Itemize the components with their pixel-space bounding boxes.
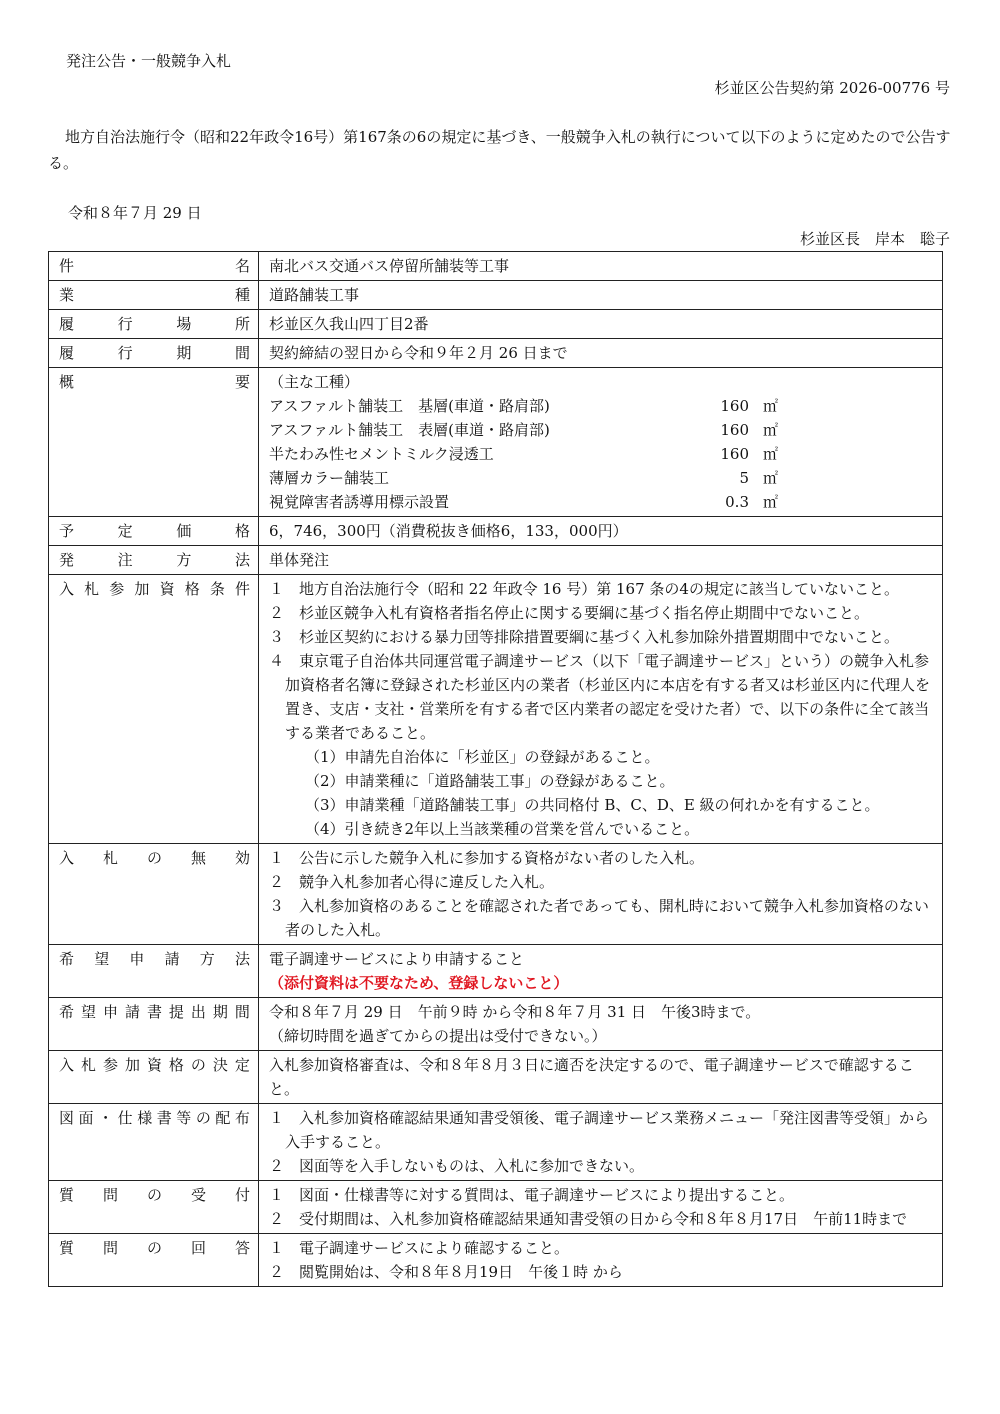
- label-char: 請: [124, 1003, 140, 1021]
- label-char: 発: [59, 551, 75, 569]
- work-unit: ㎡: [763, 397, 779, 415]
- label-char: の: [146, 849, 162, 867]
- work-unit: ㎡: [763, 469, 779, 487]
- period-value: 契約締結の翌日から令和９年２月 26 日まで: [259, 339, 943, 368]
- label-cell: [49, 252, 259, 281]
- list-item: ２ 杉並区競争入札有資格者指名停止に関する要綱に基づく指名停止期間中でないこと。: [269, 604, 870, 622]
- label-char: 問: [102, 1239, 118, 1257]
- label-char: 所: [234, 315, 250, 333]
- row-label: [59, 370, 250, 394]
- label-char: 札: [84, 580, 100, 598]
- label-char: 入: [59, 849, 75, 867]
- label-char: 要: [234, 373, 250, 391]
- label-cell: [49, 517, 259, 546]
- decision-value: 入札参加資格審査は、令和８年８月３日に適否を決定するので、電子調達サービスで確認すること。: [259, 1051, 943, 1104]
- label-char: 効: [234, 849, 250, 867]
- price-value: 6，746，300円（消費税抜き価格6，133，000円）: [259, 517, 943, 546]
- work-name: 半たわみ性セメントミルク浸透工: [269, 445, 494, 463]
- label-char: 予: [59, 522, 75, 540]
- intro-paragraph: 地方自治法施行令（昭和22年政令16号）第167条の6の規定に基づき、一般競争入札の執行について以下のように定めたので公告する。: [48, 128, 951, 172]
- label-char: 注: [117, 551, 133, 569]
- list-item: １ 図面・仕様書等に対する質問は、電子調達サービスにより提出すること。: [269, 1186, 795, 1204]
- label-char: 付: [234, 1186, 250, 1204]
- label-char: 提: [168, 1003, 184, 1021]
- label-char: ・: [98, 1109, 114, 1127]
- label-char: 概: [59, 373, 75, 391]
- work-item: [269, 466, 934, 490]
- label-char: 種: [234, 286, 250, 304]
- list-item: ４ 東京電子自治体共同運営電子調達サービス（以下「電子調達サービス」という）の競争入札参加資格者名簿に登録された杉並区内の業者（杉並区内に本店を有する者又は杉並区内に代理人を置き、支店・支社・営業所を有する者で区内業者の認定を受けた者）で、以下の条件に全て該当する業者であること。: [269, 652, 931, 742]
- label-char: 資: [146, 1056, 162, 1074]
- label-char: 定: [117, 522, 133, 540]
- work-name: アスファルト舗装工 表層(車道・路肩部): [269, 421, 550, 439]
- label-char: 希: [59, 950, 75, 968]
- row-location: [49, 310, 943, 339]
- document-number: 杉並区公告契約第 2026-00776 号: [714, 79, 950, 97]
- label-char: 間: [234, 1003, 250, 1021]
- label-char: 行: [117, 315, 133, 333]
- questions-value: [259, 1181, 943, 1234]
- label-char: 請: [164, 950, 180, 968]
- label-char: 布: [234, 1109, 250, 1127]
- work-quantity: 160: [720, 421, 749, 439]
- project-name: 南北バス交通バス停留所舗装等工事: [259, 252, 943, 281]
- row-category: [49, 281, 943, 310]
- label-char: 場: [176, 315, 192, 333]
- list-item: ３ 入札参加資格のあることを確認された者であっても、開札時において競争入札参加資格のない者のした入札。: [269, 897, 929, 939]
- overview-value: [259, 368, 943, 517]
- label-char: 参: [109, 580, 125, 598]
- sub-list-item: （1）申請先自治体に「杉並区」の登録があること。: [305, 748, 660, 766]
- label-char: 出: [190, 1003, 206, 1021]
- list-item: １ 電子調達サービスにより確認すること。: [269, 1239, 570, 1257]
- method-value: 単体発注: [259, 546, 943, 575]
- label-char: 参: [102, 1056, 118, 1074]
- label-char: 書: [156, 1109, 172, 1127]
- row-label: [59, 312, 250, 336]
- label-char: 格: [184, 580, 200, 598]
- label-char: 条: [209, 580, 225, 598]
- label-char: 入: [59, 580, 75, 598]
- row-price: [49, 517, 943, 546]
- work-item: [269, 490, 934, 514]
- row-label: [59, 577, 250, 601]
- sub-list-item: （4）引き続き2年以上当該業種の営業を営んでいること。: [305, 820, 700, 838]
- row-label: [59, 548, 250, 572]
- label-char: 格: [234, 522, 250, 540]
- apply-period-text: 令和８年７月 29 日 午前９時 から令和８年７月 31 日 午後3時まで。: [269, 1003, 761, 1021]
- label-char: 格: [168, 1056, 184, 1074]
- work-unit: ㎡: [763, 493, 779, 511]
- list-item: ２ 受付期間は、入札参加資格確認結果通知書受領の日から令和８年８月17日 午前11時まで: [269, 1210, 908, 1228]
- work-item: [269, 394, 934, 418]
- label-cell: [49, 1234, 259, 1287]
- label-char: の: [146, 1239, 162, 1257]
- label-char: 札: [102, 849, 118, 867]
- work-quantity: 160: [720, 397, 749, 415]
- row-label: [59, 1236, 250, 1260]
- label-char: 件: [59, 257, 75, 275]
- work-item: [269, 442, 934, 466]
- apply-method-note: （添付資料は不要なため、登録しないこと）: [269, 974, 569, 992]
- label-cell: [49, 368, 259, 517]
- row-label: [59, 1183, 250, 1207]
- work-name: アスファルト舗装工 基層(車道・路肩部): [269, 397, 550, 415]
- list-item: ３ 杉並区契約における暴力団等排除措置要綱に基づく入札参加除外措置期間中でないこと。: [269, 628, 900, 646]
- label-char: 問: [102, 1186, 118, 1204]
- row-method: [49, 546, 943, 575]
- label-char: 配: [215, 1109, 231, 1127]
- label-char: の: [146, 1186, 162, 1204]
- work-name: 視覚障害者誘導用標示設置: [269, 493, 450, 511]
- label-char: 期: [176, 344, 192, 362]
- label-char: 業: [59, 286, 75, 304]
- label-char: 書: [146, 1003, 162, 1021]
- label-char: 加: [124, 1056, 140, 1074]
- apply-method-text: 電子調達サービスにより申請すること: [269, 950, 525, 968]
- label-cell: [49, 1104, 259, 1181]
- overview-heading: （主な工種）: [269, 373, 360, 391]
- document-type: 発注公告・一般競争入札: [66, 52, 232, 70]
- row-apply-period: [49, 998, 943, 1051]
- drawings-value: [259, 1104, 943, 1181]
- list-item: ２ 図面等を入手しないものは、入札に参加できない。: [269, 1157, 645, 1175]
- row-label: [59, 947, 250, 971]
- label-cell: [49, 339, 259, 368]
- invalid-value: [259, 844, 943, 945]
- list-item: １ 地方自治法施行令（昭和 22 年政令 16 号）第 167 条の4の規定に該当していないこと。: [269, 580, 899, 598]
- row-qualification: [49, 575, 943, 844]
- work-quantity: 5: [739, 469, 749, 487]
- work-quantity: 0.3: [725, 493, 749, 511]
- apply-period-value: [259, 998, 943, 1051]
- label-char: 望: [80, 1003, 96, 1021]
- list-item: ２ 閲覧開始は、令和８年８月19日 午後１時 から: [269, 1263, 623, 1281]
- label-char: 履: [59, 315, 75, 333]
- apply-method-value: [259, 945, 943, 998]
- list-item: １ 入札参加資格確認結果通知書受領後、電子調達サービス業務メニュー「発注図書等受領」から入手すること。: [269, 1109, 930, 1151]
- label-char: 件: [234, 580, 250, 598]
- label-cell: [49, 1051, 259, 1104]
- announcement-date: 令和８年７月 29 日: [68, 204, 202, 222]
- row-invalid-bids: [49, 844, 943, 945]
- row-overview: [49, 368, 943, 517]
- label-char: 方: [176, 551, 192, 569]
- row-label: [59, 519, 250, 543]
- row-label: [59, 283, 250, 307]
- label-cell: [49, 844, 259, 945]
- category-value: 道路舗装工事: [259, 281, 943, 310]
- label-char: 定: [234, 1056, 250, 1074]
- label-char: 決: [212, 1056, 228, 1074]
- row-apply-method: [49, 945, 943, 998]
- row-label: [59, 341, 250, 365]
- label-char: の: [190, 1056, 206, 1074]
- label-cell: [49, 546, 259, 575]
- row-project-name: [49, 252, 943, 281]
- label-cell: [49, 998, 259, 1051]
- label-char: 期: [212, 1003, 228, 1021]
- label-char: 資: [159, 580, 175, 598]
- label-char: 質: [59, 1186, 75, 1204]
- apply-period-note: （締切時間を過ぎてからの提出は受付できない。）: [269, 1027, 607, 1045]
- row-label: [59, 1106, 250, 1130]
- row-label: [59, 254, 250, 278]
- label-cell: [49, 1181, 259, 1234]
- row-answers: [49, 1234, 943, 1287]
- label-char: 面: [78, 1109, 94, 1127]
- sub-list-item: （3）申請業種「道路舗装工事」の共同格付 B、C、D、E 級の何れかを有すること。: [305, 796, 880, 814]
- label-char: 望: [94, 950, 110, 968]
- label-char: 受: [190, 1186, 206, 1204]
- answers-value: [259, 1234, 943, 1287]
- label-cell: [49, 310, 259, 339]
- label-char: 希: [59, 1003, 75, 1021]
- label-char: 札: [80, 1056, 96, 1074]
- row-label: [59, 1000, 250, 1024]
- label-char: 無: [190, 849, 206, 867]
- label-char: 質: [59, 1239, 75, 1257]
- label-char: 図: [59, 1109, 75, 1127]
- label-cell: [49, 575, 259, 844]
- list-item: １ 公告に示した競争入札に参加する資格がない者のした入札。: [269, 849, 705, 867]
- label-cell: [49, 281, 259, 310]
- label-cell: [49, 945, 259, 998]
- label-char: 入: [59, 1056, 75, 1074]
- label-char: 答: [234, 1239, 250, 1257]
- sub-list-item: （2）申請業種に「道路舗装工事」の登録があること。: [305, 772, 675, 790]
- list-item: ２ 競争入札参加者心得に違反した入札。: [269, 873, 555, 891]
- label-char: 履: [59, 344, 75, 362]
- work-item: [269, 418, 934, 442]
- label-char: 等: [176, 1109, 192, 1127]
- label-char: 間: [234, 344, 250, 362]
- label-char: 法: [234, 551, 250, 569]
- work-quantity: 160: [720, 445, 749, 463]
- row-label: [59, 1053, 250, 1077]
- row-period: [49, 339, 943, 368]
- label-char: の: [195, 1109, 211, 1127]
- label-char: 加: [134, 580, 150, 598]
- announcement-table: [48, 251, 943, 1287]
- work-unit: ㎡: [763, 421, 779, 439]
- label-char: 価: [176, 522, 192, 540]
- label-char: 申: [129, 950, 145, 968]
- label-char: 方: [199, 950, 215, 968]
- row-label: [59, 846, 250, 870]
- row-drawings: [49, 1104, 943, 1181]
- row-decision: [49, 1051, 943, 1104]
- location-value: 杉並区久我山四丁目2番: [259, 310, 943, 339]
- label-char: 様: [137, 1109, 153, 1127]
- work-name: 薄層カラー舗装工: [269, 469, 390, 487]
- issuer: 杉並区長 岸本 聡子: [799, 230, 950, 248]
- label-char: 行: [117, 344, 133, 362]
- label-char: 申: [102, 1003, 118, 1021]
- row-questions: [49, 1181, 943, 1234]
- qualification-value: [259, 575, 943, 844]
- label-char: 仕: [117, 1109, 133, 1127]
- work-unit: ㎡: [763, 445, 779, 463]
- label-char: 名: [234, 257, 250, 275]
- label-char: 回: [190, 1239, 206, 1257]
- label-char: 法: [234, 950, 250, 968]
